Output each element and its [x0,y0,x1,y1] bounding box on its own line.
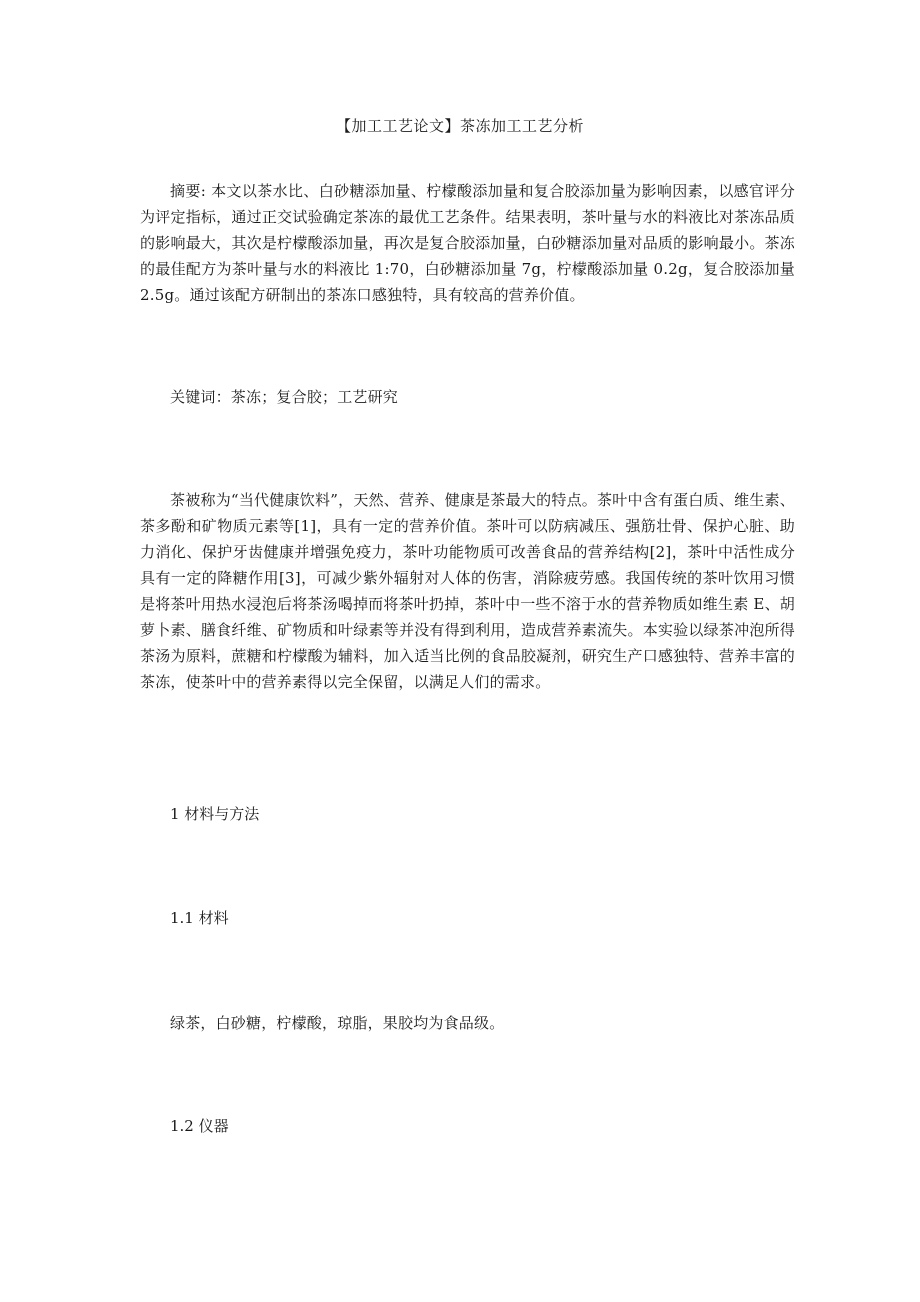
section-heading-1: 1 材料与方法 [170,805,260,823]
abstract-paragraph: 摘要: 本文以茶水比、白砂糖添加量、柠檬酸添加量和复合胶添加量为影响因素，以感官评分为评定指标，通过正交试验确定茶冻的最优工艺条件。结果表明，茶叶量与水的料液比对茶冻品质的影响最大，其次是柠檬酸添加量，再次是复合胶添加量，白砂糖添加量对品质的影响最小。茶冻的最佳配方为茶叶量与水的料液比 1:70，白砂糖添加量 7g，柠檬酸添加量 0.2g，复合胶添加量 2.5g。通过该配方研制出的茶冻口感独特，具有较高的营养价值。 [140,182,795,304]
keywords-paragraph: 关键词：茶冻；复合胶；工艺研究 [170,388,399,406]
section-heading-1-2: 1.2 仪器 [170,1117,229,1135]
materials-paragraph: 绿茶，白砂糖，柠檬酸，琼脂，果胶均为食品级。 [170,1014,505,1032]
intro-paragraph: 茶被称为“当代健康饮料”，天然、营养、健康是茶最大的特点。茶叶中含有蛋白质、维生素、茶多酚和矿物质元素等[1]，具有一定的营养价值。茶叶可以防病减压、强筋壮骨、保护心脏、助力消化、保护牙齿健康并增强免疫力，茶叶功能物质可改善食品的营养结构[2]，茶叶中活性成分具有一定的降糖作用[3]，可减少紫外辐射对人体的伤害，消除疲劳感。我国传统的茶叶饮用习惯是将茶叶用热水浸泡后将茶汤喝掉而将茶叶扔掉，茶叶中一些不溶于水的营养物质如维生素 E、胡萝卜素、膳食纤维、矿物质和叶绿素等并没有得到利用，造成营养素流失。本实验以绿茶冲泡所得茶汤为原料，蔗糖和柠檬酸为辅料，加入适当比例的食品胶凝剂，研究生产口感独特、营养丰富的茶冻，使茶叶中的营养素得以完全保留，以满足人们的需求。 [140,491,795,691]
document-title: 【加工工艺论文】茶冻加工工艺分析 [335,117,584,135]
section-heading-1-1: 1.1 材料 [170,909,229,927]
